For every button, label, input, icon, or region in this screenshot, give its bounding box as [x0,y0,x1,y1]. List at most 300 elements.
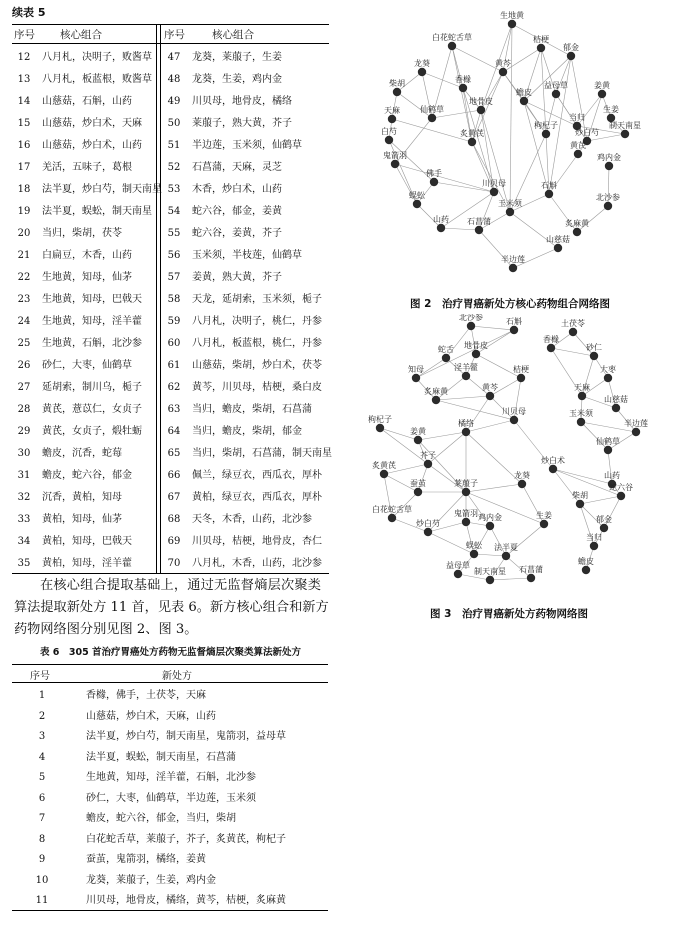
node-dot [621,130,629,138]
row-combo: 蟾皮，蛇六谷，郁金 [42,470,132,481]
row-combo: 蛇六谷，姜黄，芥子 [192,228,282,239]
row-number: 8 [38,833,46,845]
network-node [500,10,525,28]
row-combo: 山慈菇，石斛，山药 [42,96,132,107]
node-dot [486,576,494,584]
row-number: 23 [17,294,31,305]
node-label: 生姜 [603,105,619,114]
network-node [432,32,472,50]
node-dot [462,488,470,496]
network-edge [452,46,472,142]
node-label: 柴胡 [572,491,588,500]
network-node [596,192,620,210]
network-node [383,150,407,168]
node-label: 蜈蚣 [466,541,482,550]
row-combo: 龙葵，莱菔子，生姜 [192,52,282,63]
network-node [533,34,549,52]
node-dot [462,518,470,526]
node-dot [499,68,507,76]
network-node [596,436,620,454]
row-prescription: 法半夏，炒白芍，制天南星，鬼箭羽，益母草 [86,731,286,742]
network-node [454,362,478,380]
network-node [514,470,530,488]
table-6 [12,664,328,912]
row-number: 30 [17,448,31,459]
network-node [586,342,602,360]
node-label: 制天南星 [474,567,506,576]
node-label: 姜黄 [594,81,610,90]
node-label: 当归 [569,113,585,122]
table-row [12,849,328,870]
node-dot [510,416,518,424]
network-node [381,126,397,144]
row-combo: 石菖蒲，天麻，灵芝 [192,162,282,173]
node-label: 生姜 [536,511,552,520]
node-dot [604,202,612,210]
table-5-continued [12,24,332,576]
row-number: 55 [167,228,181,239]
row-combo: 八月札，板蓝根，桃仁，丹参 [192,338,322,349]
node-dot [459,84,467,92]
row-combo: 黄芪，薏苡仁，女贞子 [42,404,142,415]
node-dot [424,528,432,536]
network-node [563,42,579,60]
node-dot [617,492,625,500]
row-number: 2 [38,710,46,722]
row-number: 64 [167,426,181,437]
node-label: 白芍 [381,127,397,136]
node-label: 柴胡 [389,79,405,88]
row-number: 9 [38,854,46,865]
node-dot [582,566,590,574]
node-label: 石菖蒲 [467,217,491,226]
node-label: 半边莲 [624,419,648,428]
row-number: 19 [17,206,31,217]
network-edge [490,578,531,580]
paragraph-line-2: 算法提取新处方 11 首，见表 6。新方核心组合和新方 [14,600,329,615]
node-dot [574,150,582,158]
node-label: 黄芪 [570,141,586,150]
row-number: 5 [38,772,46,783]
node-label: 仙鹤草 [420,105,444,114]
node-label: 仙鹤草 [596,437,620,446]
node-label: 石斛 [541,181,557,190]
row-number: 66 [167,470,181,481]
row-combo: 八月札，板蓝根，败酱草 [42,74,152,85]
body-paragraph [14,575,334,641]
node-label: 鸡内金 [597,153,621,162]
row-number: 67 [167,492,181,503]
node-dot [388,514,396,522]
node-label: 蟾皮 [516,88,532,97]
network-node [574,382,590,400]
network-node [482,382,498,400]
node-dot [508,20,516,28]
network-node [455,74,471,92]
row-combo: 沉香，黄柏，知母 [42,492,122,503]
row-number: 58 [167,294,181,305]
node-dot [590,352,598,360]
node-dot [605,162,613,170]
network-edge [436,396,490,400]
network-edge [441,228,479,230]
network-node [597,152,621,170]
node-label: 山慈菇 [546,235,570,244]
node-dot [472,350,480,358]
node-label: 炙麻黄 [565,219,589,228]
t6-header-num: 序号 [30,671,50,682]
row-combo: 姜黄，熟大黄，芥子 [192,272,282,283]
row-combo: 半边莲，玉米须，仙鹤草 [192,140,302,151]
row-combo: 天龙，延胡索，玉米须，栀子 [192,294,322,305]
node-dot [590,542,598,550]
row-number: 28 [17,404,31,415]
row-number: 18 [17,184,31,195]
row-number: 22 [17,272,31,283]
node-label: 蛇舌 [438,345,454,354]
node-label: 莱菔子 [454,479,478,488]
row-combo: 川贝母，桔梗，地骨皮，杏仁 [192,536,322,547]
table-row [12,890,328,911]
row-prescription: 川贝母，地骨皮，橘络，黄芩，桔梗，炙麻黄 [86,895,286,906]
row-number: 3 [38,731,46,742]
table-row [12,747,328,768]
table-row [12,829,328,850]
network-node [408,364,424,382]
node-dot [509,264,517,272]
node-dot [414,488,422,496]
network-node [519,564,543,582]
node-dot [510,326,518,334]
row-number: 51 [167,140,181,151]
network-node [594,80,611,98]
node-dot [412,374,420,382]
network-node [561,318,585,336]
node-dot [554,244,562,252]
row-combo: 黄芪，女贞子，煅牡蛎 [42,426,142,437]
network-node [368,414,392,432]
node-dot [413,200,421,208]
network-node [372,460,396,478]
network-edge [481,110,510,212]
row-number: 16 [17,140,31,151]
node-label: 姜黄 [410,427,426,436]
row-combo: 山慈菇，柴胡，炒白术，茯苓 [192,360,322,371]
network-node [460,128,484,146]
node-dot [517,374,525,382]
node-label: 龙葵 [414,59,430,68]
node-label: 炙麻黄 [424,387,448,396]
network-node [495,58,511,76]
t5-header-num-right: 序号 [164,29,185,41]
row-combo: 生地黄，知母，仙茅 [42,272,132,283]
row-combo: 砂仁，大枣，仙鹤草 [42,360,132,371]
node-label: 法半夏 [494,543,518,552]
node-dot [576,500,584,508]
node-label: 香橼 [455,75,471,84]
network-node [426,168,442,186]
row-number: 24 [17,316,31,327]
row-combo: 黄柏，绿豆衣，西瓜衣，厚朴 [192,492,322,503]
row-number: 52 [167,162,181,173]
row-number: 68 [167,514,181,525]
row-prescription: 法半夏，蜈蚣，制天南星，石菖蒲 [86,751,236,763]
node-dot [490,188,498,196]
node-dot [391,160,399,168]
network-node [609,120,641,138]
row-number: 7 [38,813,46,824]
row-number: 21 [17,250,31,261]
row-combo: 黄柏，知母，巴戟天 [42,536,132,547]
network-node [586,532,602,550]
row-number: 50 [167,118,181,129]
row-number: 65 [167,448,181,459]
row-number: 27 [17,382,31,393]
node-label: 土茯苓 [561,319,585,328]
node-label: 香橼 [543,335,559,344]
network-node [541,180,557,198]
node-dot [428,114,436,122]
network-node [410,426,427,444]
network-node [494,542,518,560]
network-node [534,120,558,138]
node-dot [385,136,393,144]
node-dot [414,436,422,444]
t5-header-combo-left: 核心组合 [60,29,102,41]
node-label: 炒白术 [541,456,565,465]
network-node [464,340,488,358]
row-number: 69 [167,536,181,547]
table-row [12,706,328,727]
network-node [513,364,529,382]
node-dot [418,68,426,76]
t6-header-rx: 新处方 [162,671,192,682]
network-node [624,418,648,436]
t5-header-num-left: 序号 [14,29,35,41]
table-row [12,685,328,706]
node-label: 龙葵 [514,471,530,480]
row-number: 13 [17,74,31,85]
row-number: 60 [167,338,181,349]
node-dot [502,552,510,560]
node-dot [442,354,450,362]
row-number: 17 [17,162,31,173]
row-number: 56 [167,250,181,261]
row-number: 63 [167,404,181,415]
node-dot [380,470,388,478]
node-label: 砂仁 [586,343,602,352]
node-dot [578,392,586,400]
node-label: 郁金 [596,515,612,524]
node-dot [527,574,535,582]
node-label: 玉米须 [569,409,593,418]
node-dot [462,372,470,380]
node-dot [393,88,401,96]
node-label: 当归 [586,533,602,542]
row-number: 47 [167,52,181,63]
row-prescription: 蚕茧，鬼箭羽，橘络，姜黄 [86,854,206,865]
node-dot [454,570,462,578]
node-dot [612,404,620,412]
row-number: 11 [35,895,49,906]
network-node [416,518,440,536]
node-label: 佛手 [426,169,442,178]
network-node [409,190,425,208]
network-node [389,78,405,96]
node-label: 枸杞子 [534,121,558,130]
node-label: 炒白芍 [575,128,599,137]
network-node [482,178,506,196]
t5-header-combo-right: 核心组合 [212,29,254,41]
row-prescription: 山慈菇，炒白术，天麻，山药 [86,710,216,722]
network-node [603,104,619,122]
node-dot [569,328,577,336]
row-prescription: 龙葵，莱菔子，生姜，鸡内金 [86,874,216,886]
row-combo: 山慈菇，炒白术，山药 [42,140,142,151]
node-label: 川贝母 [502,407,526,416]
row-combo: 当归，柴胡，石菖蒲，制天南星 [192,448,332,459]
node-label: 黄芩 [482,383,498,392]
node-dot [388,115,396,123]
node-label: 生地黄 [500,11,524,20]
row-number: 25 [17,338,31,349]
row-prescription: 生地黄，知母，淫羊藿，石斛，北沙参 [86,772,256,783]
node-dot [577,418,585,426]
row-combo: 蛇六谷，郁金，姜黄 [192,206,282,217]
row-combo: 山慈菇，炒白术，天麻 [42,118,142,129]
node-label: 芥子 [420,451,436,460]
row-combo: 黄芩，川贝母，桔梗，桑白皮 [192,382,322,393]
row-combo: 生地黄，知母，巴戟天 [42,294,142,305]
row-combo: 八月札，决明子，败酱草 [42,52,152,63]
row-number: 53 [167,184,181,195]
node-dot [486,392,494,400]
row-number: 4 [38,751,46,763]
row-combo: 莱菔子，熟大黄，芥子 [192,118,292,129]
node-label: 黄芩 [495,59,511,68]
node-label: 炒白芍 [416,519,440,528]
node-label: 川贝母 [482,179,506,188]
node-dot [424,460,432,468]
network-edge [474,554,506,556]
network-node [372,504,412,522]
node-label: 淫羊藿 [454,363,478,372]
row-number: 15 [17,118,31,129]
node-dot [468,138,476,146]
node-dot [573,228,581,236]
node-dot [542,130,550,138]
row-combo: 黄柏，知母，仙茅 [42,514,122,525]
paragraph-line-1: 在核心组合提取基础上，通过无监督熵层次聚类 [40,578,322,593]
node-label: 鬼箭羽 [454,509,478,518]
node-label: 鸡内金 [478,513,502,522]
network-node [578,556,594,574]
table-6-caption: 表 6 305 首治疗胃癌处方药物无监督熵层次聚类算法新处方 [40,647,302,658]
network-node [458,418,474,436]
row-combo: 生地黄，知母，淫羊藿 [42,316,142,327]
network-node [498,198,523,216]
node-label: 枸杞子 [368,415,392,424]
node-dot [547,344,555,352]
row-number: 32 [17,492,31,503]
node-label: 炙黄芪 [372,461,396,470]
row-number: 14 [17,96,31,107]
row-combo: 白扁豆，木香，山药 [42,250,132,261]
node-label: 益母草 [544,81,568,90]
row-number: 35 [17,558,31,569]
row-number: 61 [167,360,181,371]
node-label: 北沙参 [596,193,620,202]
network-node [420,104,444,122]
network-node [502,406,526,424]
node-dot [604,374,612,382]
row-number: 12 [17,52,31,63]
node-dot [549,465,557,473]
row-combo: 天冬，木香，山药，北沙参 [192,514,312,525]
node-dot [467,322,475,330]
row-combo: 当归，柴胡，茯苓 [42,228,122,239]
table-row [12,788,328,809]
network-node [565,218,590,236]
row-number: 6 [38,792,46,804]
node-dot [462,428,470,436]
table-row [12,808,328,829]
node-dot [632,428,640,436]
node-dot [552,90,560,98]
node-dot [545,190,553,198]
row-number: 29 [17,426,31,437]
row-prescription: 砂仁，大枣，仙鹤草，半边莲，玉米须 [86,792,256,804]
node-dot [567,52,575,60]
network-node [467,216,491,234]
node-label: 北沙参 [459,314,483,322]
network-node [570,140,586,158]
row-number: 49 [167,96,181,107]
node-dot [486,522,494,530]
row-number: 62 [167,382,181,393]
node-dot [470,550,478,558]
network-node [454,478,478,496]
paragraph-line-3: 药物网络图分别见图 2、图 3。 [14,622,198,637]
network-node [424,386,449,404]
network-edge [471,326,514,330]
node-label: 郁金 [563,43,579,52]
row-combo: 羌活，五味子，葛根 [42,162,132,173]
node-label: 地骨皮 [464,341,488,350]
continued-table-label: 续表 5 [12,6,46,19]
row-combo: 当归，蟾皮，柴胡，郁金 [192,426,302,437]
row-combo: 佩兰，绿豆衣，西瓜衣，厚朴 [192,470,322,481]
table-row [12,870,328,891]
network-node [466,540,482,558]
network-node [572,490,588,508]
node-dot [437,224,445,232]
network-node [543,334,559,352]
node-label: 蜈蚣 [409,191,425,200]
network-node [438,344,454,362]
row-combo: 蟾皮，沉香，蛇莓 [42,448,122,459]
node-dot [506,208,514,216]
row-combo: 当归，蟾皮，柴胡，石菖蒲 [192,404,312,415]
node-dot [430,178,438,186]
row-combo: 黄柏，知母，淫羊藿 [42,558,132,569]
row-combo: 龙葵，生姜，鸡内金 [192,74,282,85]
row-prescription: 蟾皮，蛇六谷，郁金，当归，柴胡 [86,813,236,824]
row-number: 54 [167,206,181,217]
node-label: 鬼箭羽 [383,151,407,160]
network-node [604,394,628,412]
node-dot [448,42,456,50]
